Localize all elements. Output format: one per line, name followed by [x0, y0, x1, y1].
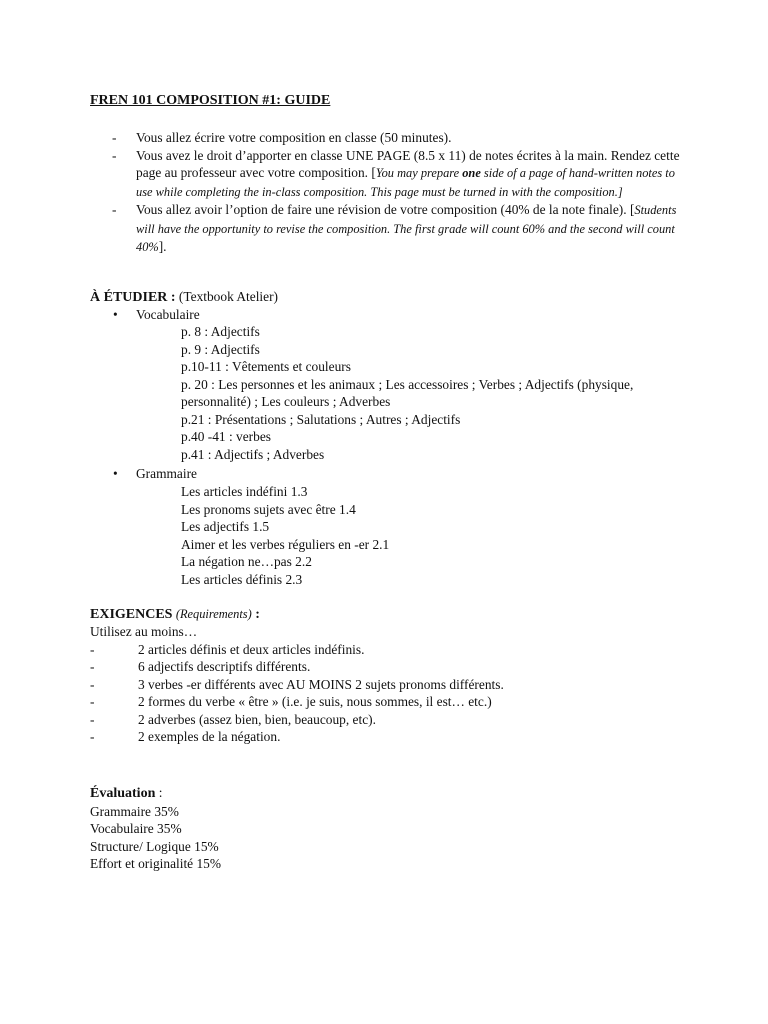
- intro-list: [112, 129, 687, 257]
- intro-item-2-english-bold: one: [462, 166, 481, 180]
- intro-item-3-english: Students will have the opportunity to revise the composition. The first grade will count 60% and the second will count 40%: [136, 203, 677, 254]
- requirement-item: [90, 711, 690, 729]
- requirements-heading-note: (Requirements): [175, 607, 252, 621]
- vocabulary-item: p. 9 : Adjectifs: [181, 341, 260, 357]
- dash-marker: -: [90, 729, 95, 744]
- grammar-item: La négation ne…pas 2.2: [181, 554, 312, 569]
- requirement-text: 2 adverbes (assez bien, bien, beaucoup, etc).: [138, 711, 376, 727]
- grammar-item: Les articles définis 2.3: [181, 571, 303, 587]
- intro-item-1: [112, 129, 687, 147]
- requirements-heading-colon: :: [251, 607, 260, 622]
- requirement-text: 3 verbes -er différents avec AU MOINS 2 sujets pronoms différents.: [138, 676, 504, 692]
- grammar-item: Les pronoms sujets avec être 1.4: [181, 501, 356, 517]
- evaluation-item: Grammaire 35%: [90, 803, 179, 819]
- requirement-text: 2 formes du verbe « être » (i.e. je suis, nous sommes, il est… etc.): [138, 694, 492, 709]
- requirement-text: 6 adjectifs descriptifs différents.: [138, 659, 311, 674]
- vocabulary-item: p. 20 : Les personnes et les animaux ; Les accessoires ; Verbes ; Adjectifs (physique, personnalité) ; Les couleurs ; Adverbes: [181, 376, 634, 409]
- evaluation-heading: [90, 784, 221, 803]
- evaluation-item: Effort et originalité 15%: [90, 856, 222, 871]
- dash-marker: -: [112, 202, 117, 217]
- intro-item-3: [112, 201, 687, 257]
- document-title: FREN 101 COMPOSITION #1: GUIDE: [90, 93, 331, 108]
- evaluation-item: Vocabulaire 35%: [90, 821, 182, 836]
- vocabulary-item: p.40 -41 : verbes: [181, 429, 271, 444]
- intro-item-3-text: Vous allez avoir l’option de faire une révision de votre composition (40% de la note finale). [: [136, 202, 635, 217]
- study-heading: [90, 288, 278, 307]
- requirement-item: [90, 641, 690, 659]
- requirement-item: [90, 658, 690, 676]
- evaluation-item: Structure/ Logique 15%: [90, 838, 219, 854]
- dash-marker: -: [112, 147, 117, 163]
- requirements-heading-label: EXIGENCES: [90, 607, 173, 622]
- grammar-list: [181, 483, 691, 588]
- vocabulary-item: p.10-11 : Vêtements et couleurs: [181, 359, 351, 374]
- dash-marker: -: [112, 130, 117, 145]
- requirement-item: [90, 676, 690, 694]
- requirement-text: 2 exemples de la négation.: [138, 729, 281, 744]
- intro-item-2: [112, 147, 687, 202]
- grammar-label: Grammaire: [136, 466, 197, 481]
- evaluation-heading-colon: :: [155, 785, 163, 800]
- grammar-item: Les articles indéfini 1.3: [181, 484, 308, 499]
- bullet-marker: •: [113, 466, 118, 481]
- grammar-item: Aimer et les verbes réguliers en -er 2.1: [181, 536, 390, 552]
- dash-marker: -: [90, 676, 95, 692]
- dash-marker: -: [90, 711, 95, 727]
- vocabulary-label: Vocabulaire: [136, 307, 200, 322]
- requirement-item: [90, 728, 690, 746]
- vocabulary-item: p.41 : Adjectifs ; Adverbes: [181, 446, 325, 462]
- bullet-marker: •: [113, 307, 118, 322]
- intro-item-1-text: Vous allez écrire votre composition en classe (50 minutes).: [136, 130, 452, 145]
- dash-marker: -: [90, 641, 95, 657]
- study-heading-label: À ÉTUDIER :: [90, 290, 176, 305]
- vocabulary-item: p. 8 : Adjectifs: [181, 324, 260, 339]
- requirements-list: [90, 623, 690, 746]
- intro-item-3-end: ].: [158, 239, 167, 254]
- vocabulary-list: [181, 323, 691, 463]
- intro-item-2-english-a: You may prepare: [375, 166, 463, 180]
- evaluation-heading-label: Évaluation: [90, 786, 156, 801]
- dash-marker: -: [90, 659, 95, 674]
- study-heading-note: (Textbook Atelier): [175, 289, 279, 304]
- dash-marker: -: [90, 694, 95, 709]
- intro-item-2-text: Vous avez le droit d’apporter en classe UNE PAGE (8.5 x 11) de notes écrites à la main. Rendez cette page au professeur avec votre composition. [: [136, 147, 680, 180]
- vocabulary-item: p.21 : Présentations ; Salutations ; Autres ; Adjectifs: [181, 411, 461, 427]
- intro-item-2-english-b: side of a page of hand-written notes to use while completing the in-class composition. This page must be turned in with the composition.]: [136, 166, 675, 199]
- grammar-item: Les adjectifs 1.5: [181, 519, 270, 534]
- requirements-lead: Utilisez au moins…: [90, 624, 198, 639]
- evaluation-section: [90, 784, 221, 873]
- requirements-heading: [90, 605, 260, 624]
- requirement-text: 2 articles définis et deux articles indéfinis.: [138, 641, 365, 657]
- requirement-item: [90, 693, 690, 711]
